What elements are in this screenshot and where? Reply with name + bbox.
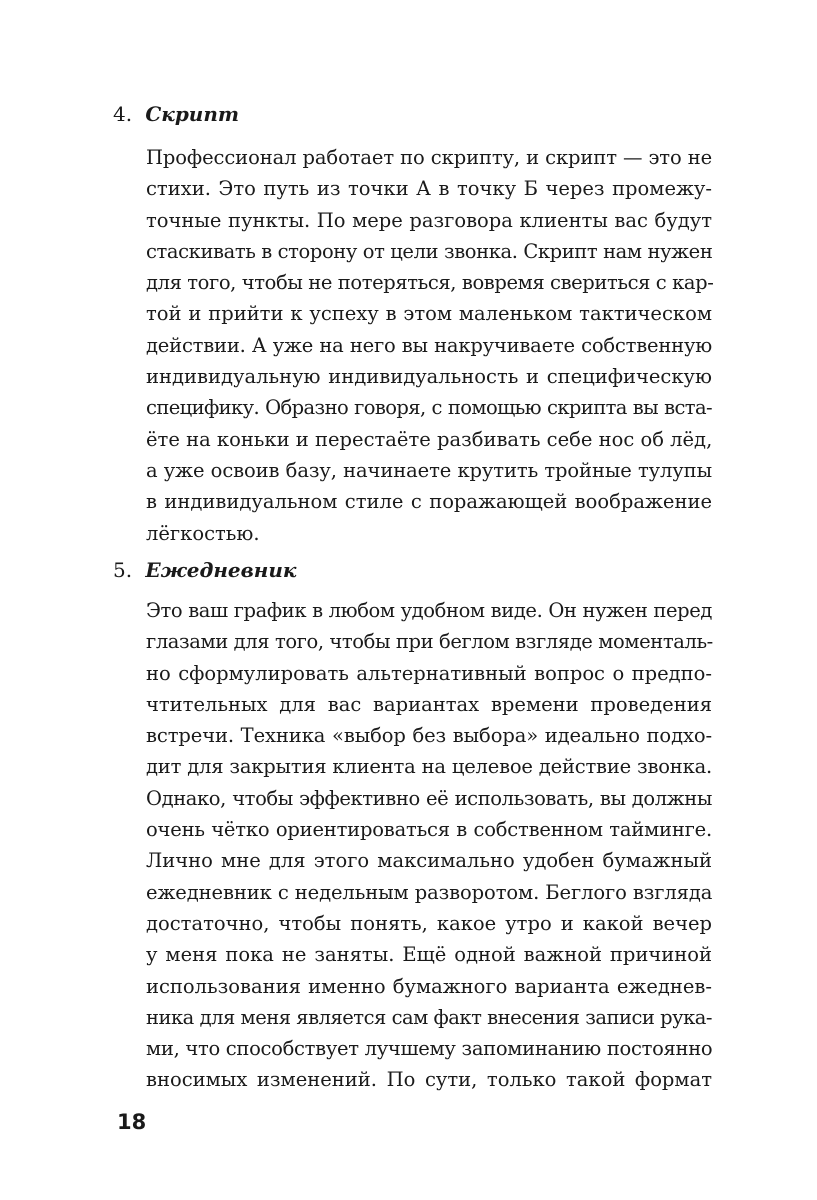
text-line: встречи. Техника «выбор без выбора» идеально подхо- bbox=[146, 724, 712, 748]
text-line: достаточно, чтобы понять, какое утро и какой вечер bbox=[146, 911, 712, 935]
text-line: но сформулировать альтернативный вопрос о предпо- bbox=[146, 661, 712, 685]
section-number: 4. bbox=[113, 102, 133, 126]
section-title: Ежедневник bbox=[145, 558, 297, 582]
text-line: ёте на коньки и перестаёте разбивать себе нос об лёд, bbox=[146, 427, 713, 451]
text-line: лёгкостью. bbox=[146, 521, 260, 545]
text-line: ника для меня является сам факт внесения записи рука- bbox=[146, 1005, 712, 1029]
text-line: Однако, чтобы эффективно её использовать, вы должны bbox=[146, 786, 712, 810]
text-line: Лично мне для этого максимально удобен бумажный bbox=[146, 849, 712, 873]
text-line: той и прийти к успеху в этом маленьком тактическом bbox=[146, 302, 712, 326]
text-line: вносимых изменений. По сути, только такой формат bbox=[146, 1068, 712, 1092]
text-line: в индивидуальном стиле с поражающей воображение bbox=[146, 490, 712, 514]
section-body-planner bbox=[146, 595, 712, 1096]
text-line: действии. А уже на него вы накручиваете собственную bbox=[146, 333, 712, 357]
text-line: индивидуальную индивидуальность и специфическую bbox=[146, 365, 712, 389]
page-number: 18 bbox=[117, 1110, 147, 1134]
text-line: чтительных для вас вариантах времени проведения bbox=[146, 692, 712, 716]
text-line: для того, чтобы не потеряться, вовремя свериться с кар- bbox=[146, 271, 714, 295]
text-line: очень чётко ориентироваться в собственном тайминге. bbox=[146, 818, 712, 842]
text-line: использования именно бумажного варианта ежеднев- bbox=[146, 974, 712, 998]
text-line: специфику. Образно говоря, с помощью скрипта вы вста- bbox=[146, 396, 712, 420]
text-line: а уже освоив базу, начинаете крутить тройные тулупы bbox=[146, 458, 712, 482]
section-heading-planner bbox=[113, 555, 713, 585]
text-line: Это ваш график в любом удобном виде. Он нужен перед bbox=[146, 599, 712, 622]
text-line: точные пункты. По мере разговора клиенты вас будут bbox=[146, 208, 712, 232]
section-title: Скрипт bbox=[145, 102, 240, 126]
text-line: стихи. Это путь из точки А в точку Б через промежу- bbox=[146, 177, 712, 201]
text-line: дит для закрытия клиента на целевое действие звонка. bbox=[146, 755, 712, 779]
text-line: ми, что способствует лучшему запоминанию постоянно bbox=[146, 1037, 713, 1061]
text-line: ежедневник с недельным разворотом. Беглого взгляда bbox=[146, 880, 713, 904]
text-line: Профессионал работает по скрипту, и скрипт — это не bbox=[146, 146, 713, 169]
section-body-script bbox=[146, 142, 712, 549]
text-line: стаскивать в сторону от цели звонка. Скрипт нам нужен bbox=[146, 239, 713, 263]
text-line: у меня пока не заняты. Ещё одной важной причиной bbox=[146, 943, 712, 967]
section-heading-script bbox=[113, 99, 713, 129]
section-number: 5. bbox=[113, 558, 133, 582]
text-line: глазами для того, чтобы при беглом взгляде моменталь- bbox=[146, 630, 713, 654]
